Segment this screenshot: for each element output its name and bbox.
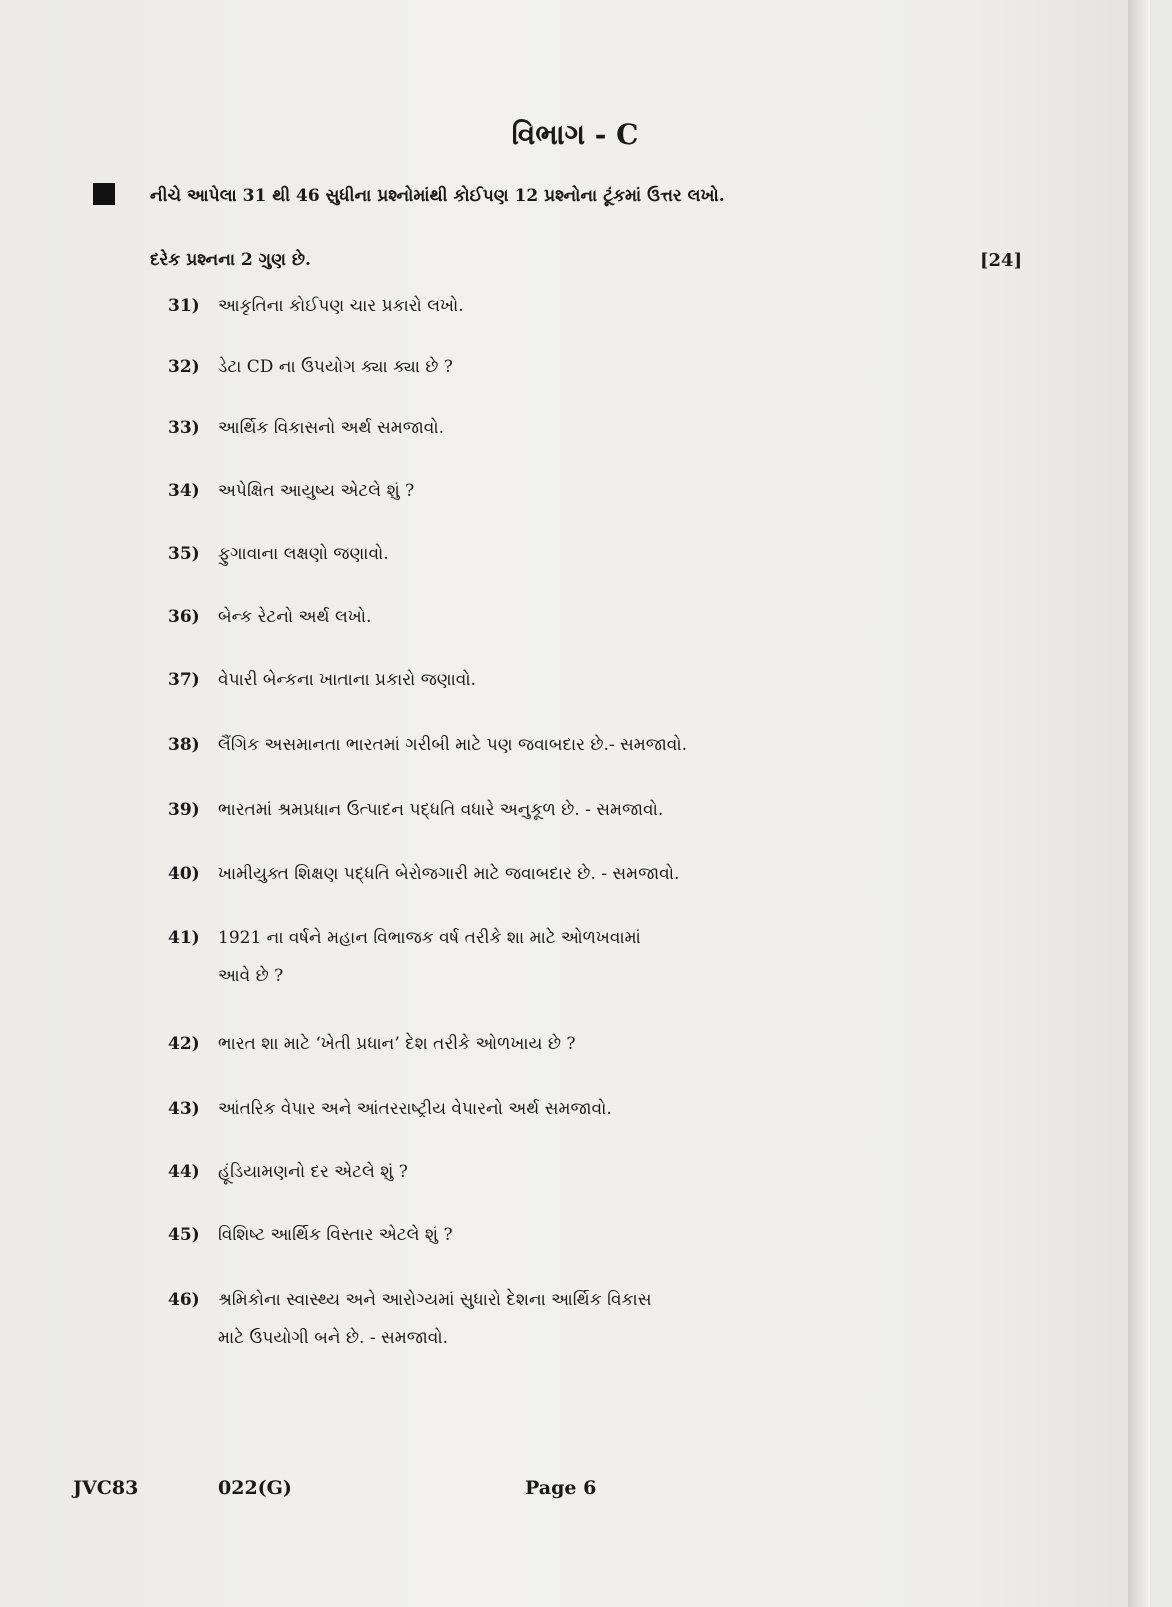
question-35 bbox=[168, 544, 389, 564]
question-42 bbox=[168, 1034, 576, 1054]
footer-code: JVC83 bbox=[73, 1477, 139, 1499]
question-text: અપેક્ષિત આયુષ્ય એટલે શું ? bbox=[218, 481, 415, 501]
question-text: આર્થિક વિકાસનો અર્થ સમજાવો. bbox=[218, 418, 445, 438]
question-text: વિશિષ્ટ આર્થિક વિસ્તાર એટલે શું ? bbox=[218, 1225, 453, 1245]
question-37 bbox=[168, 670, 476, 690]
question-number: 35) bbox=[168, 544, 200, 564]
question-39 bbox=[168, 800, 663, 820]
question-number: 37) bbox=[168, 670, 200, 690]
question-46 bbox=[168, 1290, 651, 1348]
question-number: 39) bbox=[168, 800, 200, 820]
question-number: 36) bbox=[168, 607, 200, 627]
question-text: ડેટા CD ના ઉપયોગ ક્યા ક્યા છે ? bbox=[218, 357, 453, 377]
question-text: ખામીયુક્ત શિક્ષણ પદ્ધતિ બેરોજગારી માટે જવાબદાર છે. - સમજાવો. bbox=[218, 864, 680, 884]
question-33 bbox=[168, 418, 444, 438]
question-text: શ્રમિકોના સ્વાસ્થ્ય અને આરોગ્યમાં સુધારો દેશના આર્થિક વિકાસ bbox=[218, 1290, 652, 1310]
question-text: આંતરિક વેપાર અને આંતરરાષ્ટ્રીય વેપારનો અર્થ સમજાવો. bbox=[218, 1099, 612, 1119]
question-text: લૈંગિક અસમાનતા ભારતમાં ગરીબી માટે પણ જવાબદાર છે.- સમજાવો. bbox=[218, 735, 688, 755]
footer-page-number: Page 6 bbox=[525, 1477, 597, 1499]
question-number: 44) bbox=[168, 1162, 200, 1182]
question-number: 32) bbox=[168, 357, 200, 377]
question-41 bbox=[168, 928, 641, 986]
question-number: 33) bbox=[168, 418, 200, 438]
question-number: 42) bbox=[168, 1034, 200, 1054]
question-number: 40) bbox=[168, 864, 200, 884]
question-32 bbox=[168, 357, 453, 377]
question-44 bbox=[168, 1162, 408, 1182]
question-number: 38) bbox=[168, 735, 200, 755]
question-text: હૂંડિયામણનો દર એટલે શું ? bbox=[218, 1162, 408, 1182]
question-40 bbox=[168, 864, 679, 884]
question-text: બેન્ક રેટનો અર્થ લખો. bbox=[218, 607, 372, 627]
question-number: 46) bbox=[168, 1290, 200, 1310]
question-34 bbox=[168, 481, 414, 501]
question-text: ફુગાવાના લક્ષણો જણાવો. bbox=[218, 544, 389, 564]
question-text: વેપારી બેન્કના ખાતાના પ્રકારો જણાવો. bbox=[218, 670, 477, 690]
question-number: 45) bbox=[168, 1225, 200, 1245]
question-number: 43) bbox=[168, 1099, 200, 1119]
question-43 bbox=[168, 1099, 612, 1119]
question-number: 34) bbox=[168, 481, 200, 501]
page-edge-shadow bbox=[1128, 0, 1150, 1607]
instruction-line-2: દરેક પ્રશ્નના 2 ગુણ છે. bbox=[150, 250, 311, 270]
question-31 bbox=[168, 296, 464, 316]
instruction-line-1: નીચે આપેલા 31 થી 46 સુધીના પ્રશ્નોમાંથી કોઈપણ 12 પ્રશ્નોના ટૂંકમાં ઉત્તર લખો. bbox=[150, 186, 725, 206]
footer-paper-code: 022(G) bbox=[218, 1477, 292, 1499]
question-text-continued: આવે છે ? bbox=[218, 966, 284, 986]
question-number: 41) bbox=[168, 928, 200, 948]
question-text: ભારતમાં શ્રમપ્રધાન ઉત્પાદન પદ્ધતિ વધારે અનુકૂળ છે. - સમજાવો. bbox=[218, 800, 664, 820]
question-text: આકૃતિના કોઈપણ ચાર પ્રકારો લખો. bbox=[218, 296, 464, 316]
question-text: ભારત શા માટે ‘ખેતી પ્રધાન’ દેશ તરીકે ઓળખાય છે ? bbox=[218, 1034, 576, 1054]
question-38 bbox=[168, 735, 687, 755]
question-text: 1921 ના વર્ષને મહાન વિભાજક વર્ષ તરીકે શા માટે ઓળખવામાં bbox=[218, 928, 641, 948]
bullet-square-icon bbox=[93, 183, 115, 205]
question-number: 31) bbox=[168, 296, 200, 316]
question-36 bbox=[168, 607, 371, 627]
total-marks: [24] bbox=[980, 250, 1023, 271]
section-title: વિભાગ - C bbox=[511, 118, 639, 151]
question-45 bbox=[168, 1225, 453, 1245]
question-text-continued: માટે ઉપયોગી બને છે. - સમજાવો. bbox=[218, 1328, 449, 1348]
